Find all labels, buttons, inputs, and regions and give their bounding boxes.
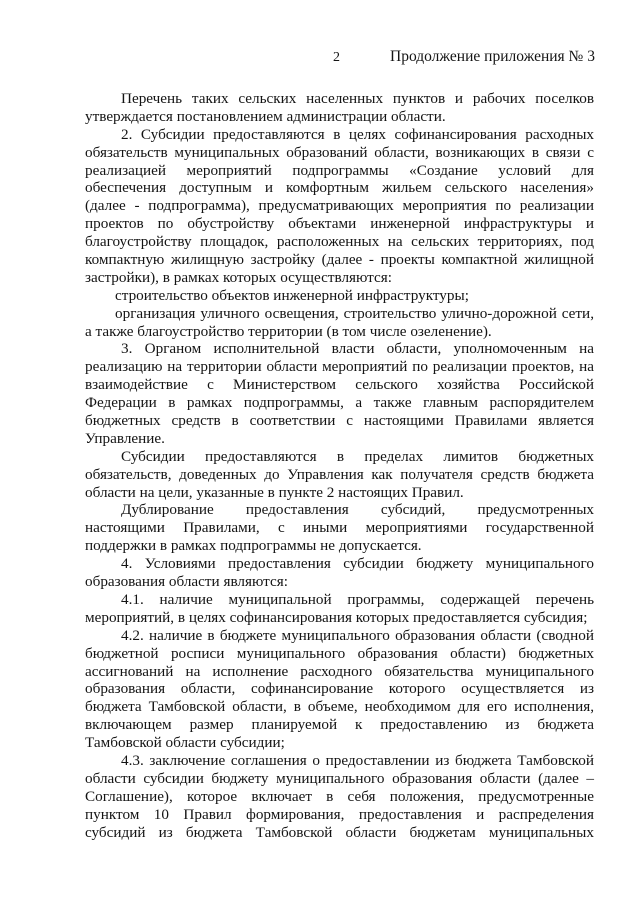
text-line: поддержки в рамках подпрограммы не допускается.	[85, 537, 422, 555]
text-line: а также благоустройство территории (в том числе озеленение).	[85, 322, 492, 340]
text-line: организация уличного освещения, строительство улично-дорожной сети,	[115, 304, 594, 322]
text-line: проектов по обустройству объектами инженерной инфраструктуры и	[85, 215, 594, 233]
text-line: застройки), в рамках которых осуществляются:	[85, 268, 392, 286]
text-line: благоустройству площадок, расположенных на сельских территориях, под	[85, 233, 594, 251]
continuation-header: Продолжение приложения № 3	[390, 48, 595, 65]
text-line: строительство объектов инженерной инфраструктуры;	[115, 286, 469, 304]
text-line: мероприятий, в целях софинансирования которых предоставляется субсидия;	[85, 608, 588, 626]
text-line: субсидий из бюджета Тамбовской области бюджетам муниципальных	[85, 823, 594, 841]
text-line: ассигнований на исполнение расходного обязательства муниципального	[85, 662, 594, 680]
text-line: 4.1. наличие муниципальной программы, содержащей перечень	[121, 590, 594, 608]
text-line: бюджетной росписи муниципального образования области) бюджетных	[85, 644, 594, 662]
text-line: настоящими Правилами, с иными мероприятиями государственной	[85, 519, 594, 537]
text-line: бюджета Тамбовской области, в объеме, необходимом для его исполнения,	[85, 698, 594, 716]
text-line: 4.2. наличие в бюджете муниципального образования области (сводной	[121, 626, 594, 644]
text-line: взаимодействие с Министерством сельского хозяйства Российской	[85, 376, 594, 394]
text-line: Федерации в рамках подпрограммы, а также главным распорядителем	[85, 394, 594, 412]
text-line: Перечень таких сельских населенных пунктов и рабочих поселков	[121, 90, 594, 107]
text-line: области субсидии бюджету муниципального образования области (далее –	[85, 769, 594, 787]
text-line: 2. Субсидии предоставляются в целях софинансирования расходных	[121, 125, 594, 143]
text-line: включающем размер планируемой к предоставлению из бюджета	[85, 716, 594, 734]
text-line: обеспечения доступным и комфортным жильем сельского населения»	[85, 179, 594, 197]
text-line: реализацией мероприятий подпрограммы «Создание условий для	[85, 161, 594, 179]
text-line: Дублирование предоставления субсидий, предусмотренных	[121, 501, 594, 519]
text-line: 4. Условиями предоставления субсидии бюджету муниципального	[121, 555, 594, 573]
text-line: 4.3. заключение соглашения о предоставлении из бюджета Тамбовской	[121, 751, 594, 769]
text-line: пунктом 10 Правил формирования, предоставления и распределения	[85, 805, 594, 823]
text-line: Соглашение), которое включает в себя положения, предусмотренные	[85, 787, 594, 805]
body-text	[85, 90, 594, 841]
text-line: утверждается постановлением администрации области.	[85, 107, 446, 125]
text-line: обязательств, доведенных до Управления как получателя средств бюджета	[85, 465, 594, 483]
page-number: 2	[333, 50, 340, 65]
text-line: обязательств муниципальных образований области, возникающих в связи с	[85, 143, 594, 161]
text-line: образования области, софинансирование которого осуществляется из	[85, 680, 594, 698]
text-line: Тамбовской области субсидии;	[85, 734, 285, 752]
text-line: образования области являются:	[85, 573, 288, 591]
text-line: 3. Органом исполнительной власти области, уполномоченным на	[121, 340, 594, 358]
text-line: области на цели, указанные в пункте 2 настоящих Правил.	[85, 483, 464, 501]
text-line: Субсидии предоставляются в пределах лимитов бюджетных	[121, 447, 594, 465]
text-line: бюджетных средств в соответствии с настоящими Правилами является	[85, 412, 594, 430]
text-line: реализацию на территории области мероприятий по реализации проектов, на	[85, 358, 594, 376]
text-line: (далее - подпрограмма), предусматривающих мероприятия по реализации	[85, 197, 594, 215]
text-line: Управление.	[85, 429, 165, 447]
text-line: компактную жилищную застройку (далее - проекты компактной жилищной	[85, 251, 594, 269]
